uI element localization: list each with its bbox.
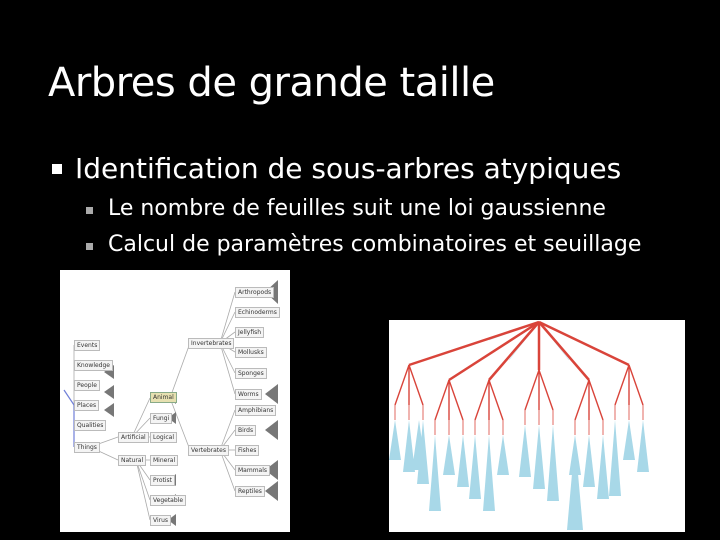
tree-node: People: [74, 380, 100, 391]
tree-node: Amphibians: [235, 405, 276, 416]
tree-node: Knowledge: [74, 360, 113, 371]
tree-node: Vegetable: [150, 495, 186, 506]
subbullet-square-icon: [86, 207, 93, 214]
tree-node: Logical: [150, 432, 177, 443]
slide-title: Arbres de grande taille: [48, 60, 495, 106]
tree-node: Protist: [150, 475, 175, 486]
tree-node: Vertebrates: [188, 445, 229, 456]
tree-node: Events: [74, 340, 100, 351]
tree-node: Jellyfish: [235, 327, 264, 338]
subbullet-1-text: Le nombre de feuilles suit une loi gaussienne: [108, 196, 606, 221]
tree-node: Worms: [235, 389, 262, 400]
tree-node: Sponges: [235, 368, 267, 379]
tree-node: Virus: [150, 515, 171, 526]
tree-node: Birds: [235, 425, 256, 436]
tree-node: Places: [74, 400, 99, 411]
tree-node: Natural: [118, 455, 146, 466]
tree-node: Artificial: [118, 432, 149, 443]
taxonomy-tree-image: [60, 270, 290, 532]
tree-node: Qualities: [74, 420, 106, 431]
tree-node: Mammals: [235, 465, 270, 476]
tree-node: Things: [74, 442, 100, 453]
tree-node-selected: Animal: [150, 392, 177, 403]
tree-node: Mollusks: [235, 347, 267, 358]
tree-node: Invertebrates: [188, 338, 234, 349]
subbullet-2-text: Calcul de paramètres combinatoires et seuillage: [108, 232, 642, 257]
tree-node: Mineral: [150, 455, 178, 466]
bullet-main-text: Identification de sous-arbres atypiques: [75, 152, 622, 185]
bullet-square-icon: [52, 164, 62, 174]
subbullet-square-icon: [86, 243, 93, 250]
tree-node: Echinoderms: [235, 307, 280, 318]
tree-node: Arthropods: [235, 287, 274, 298]
tree-node: Fungi: [150, 413, 172, 424]
tree-node: Fishes: [235, 445, 259, 456]
tree-node: Reptiles: [235, 486, 265, 497]
atypical-subtree-image: [389, 320, 685, 532]
